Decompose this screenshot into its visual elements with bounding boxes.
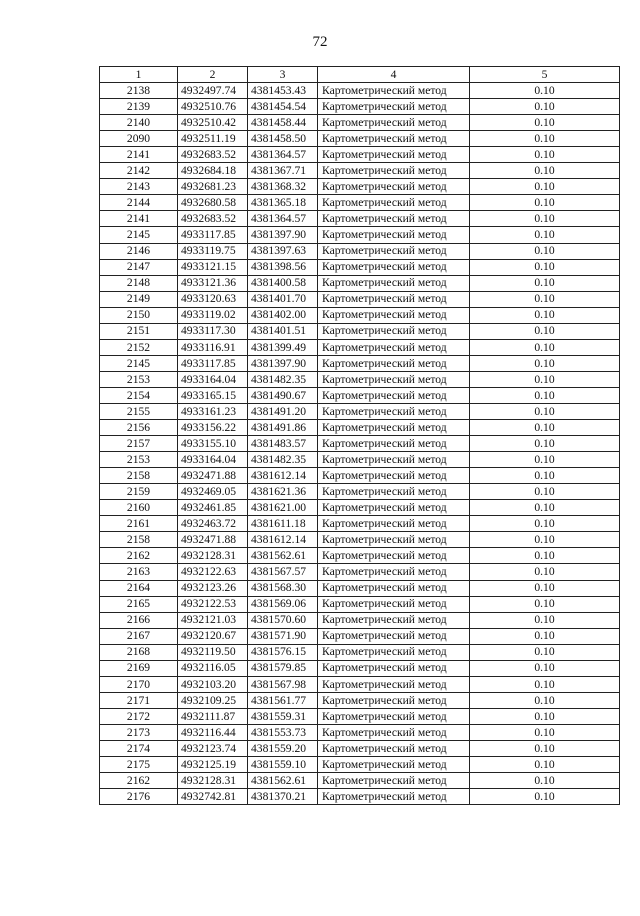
cell-coordinate-y: 4381579.85 xyxy=(248,660,318,676)
cell-coordinate-x: 4933164.04 xyxy=(178,371,248,387)
cell-accuracy: 0.10 xyxy=(470,580,620,596)
cell-point-number: 2169 xyxy=(100,660,178,676)
cell-coordinate-x: 4932128.31 xyxy=(178,548,248,564)
cell-method: Картометрический метод xyxy=(318,516,470,532)
table-row xyxy=(100,580,620,596)
cell-coordinate-y: 4381562.61 xyxy=(248,548,318,564)
cell-coordinate-y: 4381397.63 xyxy=(248,243,318,259)
cell-method: Картометрический метод xyxy=(318,83,470,99)
cell-accuracy: 0.10 xyxy=(470,532,620,548)
cell-accuracy: 0.10 xyxy=(470,500,620,516)
table-row xyxy=(100,211,620,227)
cell-coordinate-x: 4933161.23 xyxy=(178,403,248,419)
cell-coordinate-y: 4381482.35 xyxy=(248,452,318,468)
cell-coordinate-y: 4381562.61 xyxy=(248,773,318,789)
cell-coordinate-x: 4933121.36 xyxy=(178,275,248,291)
cell-coordinate-y: 4381483.57 xyxy=(248,436,318,452)
cell-point-number: 2140 xyxy=(100,115,178,131)
cell-coordinate-x: 4932120.67 xyxy=(178,628,248,644)
cell-coordinate-x: 4933120.63 xyxy=(178,291,248,307)
cell-accuracy: 0.10 xyxy=(470,612,620,628)
cell-point-number: 2162 xyxy=(100,548,178,564)
table-row xyxy=(100,789,620,805)
cell-accuracy: 0.10 xyxy=(470,291,620,307)
cell-method: Картометрический метод xyxy=(318,548,470,564)
cell-accuracy: 0.10 xyxy=(470,339,620,355)
cell-method: Картометрический метод xyxy=(318,724,470,740)
cell-coordinate-x: 4932471.88 xyxy=(178,532,248,548)
cell-accuracy: 0.10 xyxy=(470,259,620,275)
table-row xyxy=(100,227,620,243)
cell-accuracy: 0.10 xyxy=(470,692,620,708)
cell-method: Картометрический метод xyxy=(318,628,470,644)
cell-point-number: 2161 xyxy=(100,516,178,532)
cell-point-number: 2141 xyxy=(100,211,178,227)
cell-coordinate-x: 4933165.15 xyxy=(178,387,248,403)
cell-coordinate-x: 4932119.50 xyxy=(178,644,248,660)
table-row xyxy=(100,371,620,387)
cell-method: Картометрический метод xyxy=(318,275,470,291)
cell-accuracy: 0.10 xyxy=(470,147,620,163)
cell-method: Картометрический метод xyxy=(318,403,470,419)
cell-point-number: 2164 xyxy=(100,580,178,596)
cell-point-number: 2150 xyxy=(100,307,178,323)
table-row xyxy=(100,452,620,468)
cell-point-number: 2175 xyxy=(100,757,178,773)
table-row xyxy=(100,275,620,291)
cell-accuracy: 0.10 xyxy=(470,757,620,773)
cell-method: Картометрический метод xyxy=(318,676,470,692)
cell-accuracy: 0.10 xyxy=(470,83,620,99)
cell-coordinate-y: 4381397.90 xyxy=(248,227,318,243)
cell-point-number: 2154 xyxy=(100,387,178,403)
cell-coordinate-y: 4381567.57 xyxy=(248,564,318,580)
cell-accuracy: 0.10 xyxy=(470,660,620,676)
cell-point-number: 2167 xyxy=(100,628,178,644)
cell-accuracy: 0.10 xyxy=(470,275,620,291)
cell-coordinate-x: 4933117.85 xyxy=(178,355,248,371)
cell-coordinate-y: 4381370.21 xyxy=(248,789,318,805)
cell-coordinate-x: 4933121.15 xyxy=(178,259,248,275)
cell-point-number: 2145 xyxy=(100,355,178,371)
cell-coordinate-x: 4933164.04 xyxy=(178,452,248,468)
cell-point-number: 2162 xyxy=(100,773,178,789)
table-row xyxy=(100,757,620,773)
cell-coordinate-y: 4381611.18 xyxy=(248,516,318,532)
cell-method: Картометрический метод xyxy=(318,420,470,436)
column-header-coordinate-y: 3 xyxy=(248,67,318,83)
cell-accuracy: 0.10 xyxy=(470,243,620,259)
cell-accuracy: 0.10 xyxy=(470,323,620,339)
cell-accuracy: 0.10 xyxy=(470,115,620,131)
cell-method: Картометрический метод xyxy=(318,195,470,211)
cell-point-number: 2166 xyxy=(100,612,178,628)
table-row xyxy=(100,195,620,211)
cell-method: Картометрический метод xyxy=(318,387,470,403)
cell-point-number: 2176 xyxy=(100,789,178,805)
cell-accuracy: 0.10 xyxy=(470,420,620,436)
table-row xyxy=(100,259,620,275)
cell-method: Картометрический метод xyxy=(318,757,470,773)
cell-accuracy: 0.10 xyxy=(470,773,620,789)
cell-accuracy: 0.10 xyxy=(470,436,620,452)
cell-point-number: 2141 xyxy=(100,147,178,163)
table-row xyxy=(100,179,620,195)
cell-method: Картометрический метод xyxy=(318,339,470,355)
cell-coordinate-y: 4381567.98 xyxy=(248,676,318,692)
cell-point-number: 2149 xyxy=(100,291,178,307)
cell-method: Картометрический метод xyxy=(318,789,470,805)
table-row xyxy=(100,131,620,147)
cell-coordinate-y: 4381576.15 xyxy=(248,644,318,660)
table-row xyxy=(100,323,620,339)
cell-method: Картометрический метод xyxy=(318,131,470,147)
cell-point-number: 2159 xyxy=(100,484,178,500)
cell-coordinate-x: 4932116.44 xyxy=(178,724,248,740)
cell-accuracy: 0.10 xyxy=(470,99,620,115)
cell-point-number: 2146 xyxy=(100,243,178,259)
cell-accuracy: 0.10 xyxy=(470,468,620,484)
table-header-row xyxy=(100,67,620,83)
cell-accuracy: 0.10 xyxy=(470,403,620,419)
page-number: 72 xyxy=(312,34,328,50)
cell-coordinate-y: 4381491.86 xyxy=(248,420,318,436)
cell-coordinate-x: 4932742.81 xyxy=(178,789,248,805)
table-row xyxy=(100,773,620,789)
table-row xyxy=(100,468,620,484)
column-header-point-number: 1 xyxy=(100,67,178,83)
cell-method: Картометрический метод xyxy=(318,147,470,163)
cell-coordinate-x: 4932684.18 xyxy=(178,163,248,179)
table-row xyxy=(100,564,620,580)
cell-coordinate-x: 4933116.91 xyxy=(178,339,248,355)
cell-coordinate-y: 4381559.20 xyxy=(248,740,318,756)
cell-method: Картометрический метод xyxy=(318,163,470,179)
cell-coordinate-x: 4933117.30 xyxy=(178,323,248,339)
cell-coordinate-y: 4381401.70 xyxy=(248,291,318,307)
cell-point-number: 2155 xyxy=(100,403,178,419)
cell-point-number: 2147 xyxy=(100,259,178,275)
cell-coordinate-y: 4381398.56 xyxy=(248,259,318,275)
table-row xyxy=(100,548,620,564)
cell-accuracy: 0.10 xyxy=(470,516,620,532)
table-row xyxy=(100,740,620,756)
cell-coordinate-y: 4381571.90 xyxy=(248,628,318,644)
cell-coordinate-x: 4932683.52 xyxy=(178,147,248,163)
cell-point-number: 2172 xyxy=(100,708,178,724)
table-body xyxy=(100,83,620,805)
table-row xyxy=(100,387,620,403)
cell-method: Картометрический метод xyxy=(318,115,470,131)
cell-method: Картометрический метод xyxy=(318,243,470,259)
cell-accuracy: 0.10 xyxy=(470,564,620,580)
cell-method: Картометрический метод xyxy=(318,612,470,628)
cell-coordinate-y: 4381559.31 xyxy=(248,708,318,724)
cell-point-number: 2144 xyxy=(100,195,178,211)
cell-accuracy: 0.10 xyxy=(470,387,620,403)
cell-accuracy: 0.10 xyxy=(470,163,620,179)
cell-method: Картометрический метод xyxy=(318,307,470,323)
cell-coordinate-x: 4932121.03 xyxy=(178,612,248,628)
cell-coordinate-y: 4381570.60 xyxy=(248,612,318,628)
cell-accuracy: 0.10 xyxy=(470,211,620,227)
cell-point-number: 2145 xyxy=(100,227,178,243)
cell-method: Картометрический метод xyxy=(318,211,470,227)
cell-coordinate-y: 4381367.71 xyxy=(248,163,318,179)
cell-method: Картометрический метод xyxy=(318,692,470,708)
cell-coordinate-y: 4381568.30 xyxy=(248,580,318,596)
cell-point-number: 2168 xyxy=(100,644,178,660)
cell-coordinate-y: 4381612.14 xyxy=(248,532,318,548)
table-row xyxy=(100,532,620,548)
cell-coordinate-x: 4932463.72 xyxy=(178,516,248,532)
cell-method: Картометрический метод xyxy=(318,99,470,115)
cell-point-number: 2148 xyxy=(100,275,178,291)
cell-coordinate-y: 4381365.18 xyxy=(248,195,318,211)
cell-coordinate-x: 4932681.23 xyxy=(178,179,248,195)
cell-coordinate-y: 4381364.57 xyxy=(248,147,318,163)
cell-method: Картометрический метод xyxy=(318,708,470,724)
cell-accuracy: 0.10 xyxy=(470,227,620,243)
cell-accuracy: 0.10 xyxy=(470,708,620,724)
table-row xyxy=(100,436,620,452)
cell-coordinate-x: 4932111.87 xyxy=(178,708,248,724)
cell-method: Картометрический метод xyxy=(318,484,470,500)
cell-point-number: 2153 xyxy=(100,371,178,387)
cell-accuracy: 0.10 xyxy=(470,307,620,323)
cell-coordinate-x: 4932116.05 xyxy=(178,660,248,676)
cell-point-number: 2151 xyxy=(100,323,178,339)
cell-method: Картометрический метод xyxy=(318,468,470,484)
cell-coordinate-y: 4381621.00 xyxy=(248,500,318,516)
cell-point-number: 2170 xyxy=(100,676,178,692)
table-row xyxy=(100,692,620,708)
cell-coordinate-x: 4933117.85 xyxy=(178,227,248,243)
cell-point-number: 2174 xyxy=(100,740,178,756)
cell-point-number: 2152 xyxy=(100,339,178,355)
cell-coordinate-y: 4381612.14 xyxy=(248,468,318,484)
cell-point-number: 2171 xyxy=(100,692,178,708)
cell-point-number: 2139 xyxy=(100,99,178,115)
cell-point-number: 2173 xyxy=(100,724,178,740)
cell-coordinate-x: 4932123.26 xyxy=(178,580,248,596)
table-row xyxy=(100,291,620,307)
table-row xyxy=(100,660,620,676)
table-row xyxy=(100,628,620,644)
cell-coordinate-y: 4381364.57 xyxy=(248,211,318,227)
cell-method: Картометрический метод xyxy=(318,596,470,612)
cell-accuracy: 0.10 xyxy=(470,789,620,805)
cell-coordinate-y: 4381561.77 xyxy=(248,692,318,708)
cell-method: Картометрический метод xyxy=(318,644,470,660)
cell-coordinate-x: 4932510.76 xyxy=(178,99,248,115)
cell-coordinate-y: 4381368.32 xyxy=(248,179,318,195)
table-row xyxy=(100,644,620,660)
cell-point-number: 2160 xyxy=(100,500,178,516)
cell-method: Картометрический метод xyxy=(318,436,470,452)
table-row xyxy=(100,676,620,692)
cell-accuracy: 0.10 xyxy=(470,355,620,371)
table-row xyxy=(100,115,620,131)
table-row xyxy=(100,83,620,99)
coordinates-table xyxy=(99,66,620,805)
cell-accuracy: 0.10 xyxy=(470,740,620,756)
column-header-method: 4 xyxy=(318,67,470,83)
cell-coordinate-x: 4933119.75 xyxy=(178,243,248,259)
cell-accuracy: 0.10 xyxy=(470,179,620,195)
table-row xyxy=(100,307,620,323)
table-row xyxy=(100,243,620,259)
cell-coordinate-x: 4932123.74 xyxy=(178,740,248,756)
cell-method: Картометрический метод xyxy=(318,291,470,307)
cell-coordinate-x: 4932103.20 xyxy=(178,676,248,692)
cell-coordinate-x: 4932128.31 xyxy=(178,773,248,789)
cell-accuracy: 0.10 xyxy=(470,452,620,468)
table-row xyxy=(100,339,620,355)
cell-point-number: 2090 xyxy=(100,131,178,147)
cell-point-number: 2158 xyxy=(100,532,178,548)
cell-method: Картометрический метод xyxy=(318,773,470,789)
cell-coordinate-y: 4381400.58 xyxy=(248,275,318,291)
cell-coordinate-x: 4932683.52 xyxy=(178,211,248,227)
cell-coordinate-y: 4381621.36 xyxy=(248,484,318,500)
table-row xyxy=(100,403,620,419)
cell-coordinate-y: 4381397.90 xyxy=(248,355,318,371)
cell-coordinate-y: 4381399.49 xyxy=(248,339,318,355)
cell-coordinate-y: 4381491.20 xyxy=(248,403,318,419)
cell-method: Картометрический метод xyxy=(318,355,470,371)
cell-coordinate-x: 4932497.74 xyxy=(178,83,248,99)
cell-coordinate-x: 4932109.25 xyxy=(178,692,248,708)
cell-coordinate-x: 4933119.02 xyxy=(178,307,248,323)
cell-coordinate-x: 4932122.63 xyxy=(178,564,248,580)
cell-coordinate-x: 4933155.10 xyxy=(178,436,248,452)
cell-method: Картометрический метод xyxy=(318,259,470,275)
cell-point-number: 2157 xyxy=(100,436,178,452)
cell-method: Картометрический метод xyxy=(318,371,470,387)
cell-point-number: 2142 xyxy=(100,163,178,179)
cell-coordinate-y: 4381454.54 xyxy=(248,99,318,115)
cell-method: Картометрический метод xyxy=(318,323,470,339)
cell-point-number: 2163 xyxy=(100,564,178,580)
cell-method: Картометрический метод xyxy=(318,580,470,596)
cell-point-number: 2138 xyxy=(100,83,178,99)
cell-method: Картометрический метод xyxy=(318,227,470,243)
table-row xyxy=(100,484,620,500)
cell-coordinate-y: 4381482.35 xyxy=(248,371,318,387)
cell-accuracy: 0.10 xyxy=(470,676,620,692)
cell-coordinate-x: 4933156.22 xyxy=(178,420,248,436)
cell-accuracy: 0.10 xyxy=(470,644,620,660)
cell-method: Картометрический метод xyxy=(318,740,470,756)
cell-coordinate-y: 4381402.00 xyxy=(248,307,318,323)
table-row xyxy=(100,420,620,436)
cell-accuracy: 0.10 xyxy=(470,724,620,740)
cell-coordinate-y: 4381458.44 xyxy=(248,115,318,131)
cell-accuracy: 0.10 xyxy=(470,131,620,147)
table-row xyxy=(100,500,620,516)
column-header-accuracy: 5 xyxy=(470,67,620,83)
cell-coordinate-y: 4381401.51 xyxy=(248,323,318,339)
cell-coordinate-x: 4932469.05 xyxy=(178,484,248,500)
cell-coordinate-y: 4381458.50 xyxy=(248,131,318,147)
cell-coordinate-y: 4381559.10 xyxy=(248,757,318,773)
table-row xyxy=(100,516,620,532)
cell-point-number: 2165 xyxy=(100,596,178,612)
cell-point-number: 2156 xyxy=(100,420,178,436)
cell-coordinate-x: 4932471.88 xyxy=(178,468,248,484)
table-row xyxy=(100,147,620,163)
cell-point-number: 2143 xyxy=(100,179,178,195)
cell-accuracy: 0.10 xyxy=(470,371,620,387)
table-row xyxy=(100,163,620,179)
cell-method: Картометрический метод xyxy=(318,179,470,195)
cell-coordinate-x: 4932125.19 xyxy=(178,757,248,773)
cell-coordinate-y: 4381569.06 xyxy=(248,596,318,612)
cell-coordinate-y: 4381453.43 xyxy=(248,83,318,99)
cell-coordinate-x: 4932510.42 xyxy=(178,115,248,131)
cell-method: Картометрический метод xyxy=(318,532,470,548)
cell-accuracy: 0.10 xyxy=(470,628,620,644)
cell-point-number: 2153 xyxy=(100,452,178,468)
cell-method: Картометрический метод xyxy=(318,564,470,580)
table-row xyxy=(100,724,620,740)
cell-coordinate-x: 4932511.19 xyxy=(178,131,248,147)
cell-coordinate-x: 4932680.58 xyxy=(178,195,248,211)
table-row xyxy=(100,99,620,115)
cell-coordinate-y: 4381490.67 xyxy=(248,387,318,403)
cell-accuracy: 0.10 xyxy=(470,548,620,564)
cell-coordinate-x: 4932122.53 xyxy=(178,596,248,612)
table-row xyxy=(100,355,620,371)
column-header-coordinate-x: 2 xyxy=(178,67,248,83)
cell-accuracy: 0.10 xyxy=(470,596,620,612)
cell-method: Картометрический метод xyxy=(318,660,470,676)
table-row xyxy=(100,708,620,724)
cell-point-number: 2158 xyxy=(100,468,178,484)
cell-coordinate-x: 4932461.85 xyxy=(178,500,248,516)
table-row xyxy=(100,612,620,628)
cell-method: Картометрический метод xyxy=(318,452,470,468)
cell-accuracy: 0.10 xyxy=(470,195,620,211)
cell-method: Картометрический метод xyxy=(318,500,470,516)
cell-accuracy: 0.10 xyxy=(470,484,620,500)
table-row xyxy=(100,596,620,612)
cell-coordinate-y: 4381553.73 xyxy=(248,724,318,740)
